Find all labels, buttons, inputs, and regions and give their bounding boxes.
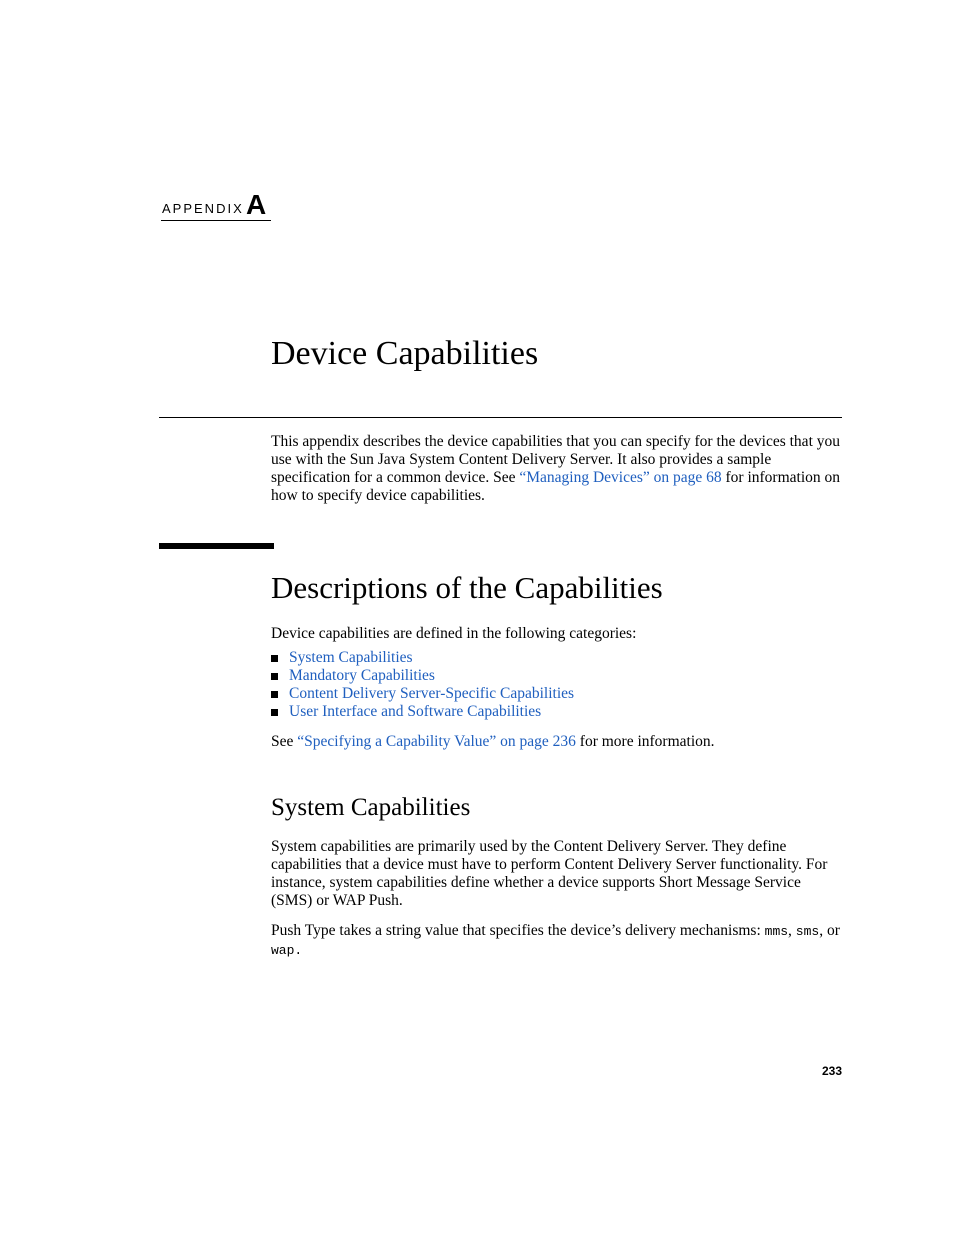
appendix-label (161, 190, 271, 221)
push-value-mms: mms (764, 924, 789, 939)
chapter-title: Device Capabilities (271, 335, 539, 372)
cds-specific-capabilities-link[interactable]: Content Delivery Server-Specific Capabilities (289, 685, 575, 702)
section-bar (159, 543, 274, 549)
subsection-title: System Capabilities (271, 794, 471, 821)
push-value-sms: sms (795, 924, 820, 939)
ui-software-capabilities-link[interactable]: User Interface and Software Capabilities (289, 703, 542, 720)
list-item (271, 703, 574, 721)
intro-text-after: for information on how to specify device capabilities. (271, 469, 841, 504)
bullet-square-icon (271, 691, 278, 698)
section-title: Descriptions of the Capabilities (271, 570, 663, 605)
intro-text-before: This appendix describes the device capabilities that you can specify for the devices that you use with the Sun Java System Content Delivery Server. It also provides a sample specification for a common device. See (271, 433, 840, 486)
see-before: See (271, 733, 298, 750)
system-capabilities-link[interactable]: System Capabilities (289, 649, 413, 666)
system-capabilities-paragraph: System capabilities are primarily used by the Content Delivery Server. They define capabilities that a device must have to perform Content Delivery Server functionality. For instance, system capabilities define whether a device supports Short Message Service (SMS) or WAP Push. (271, 838, 828, 909)
intro-paragraph (271, 433, 843, 505)
list-item (271, 649, 574, 667)
bullet-square-icon (271, 655, 278, 662)
push-type-paragraph (271, 922, 843, 960)
mandatory-capabilities-link[interactable]: Mandatory Capabilities (289, 667, 435, 684)
appendix-letter: A (246, 189, 267, 220)
see-after: for more information. (575, 733, 715, 750)
see-more-line (271, 733, 715, 751)
push-separator: , or (819, 922, 840, 939)
title-divider (159, 417, 842, 418)
appendix-word: APPENDIX (162, 201, 244, 216)
list-item (271, 667, 574, 685)
bullet-square-icon (271, 709, 278, 716)
managing-devices-link[interactable]: “Managing Devices” on page 68 (519, 469, 722, 486)
categories-intro: Device capabilities are defined in the following categories: (271, 625, 637, 642)
push-text: Push Type takes a string value that specifies the device’s delivery mechanisms: (271, 922, 765, 939)
list-item (271, 685, 574, 703)
categories-list (271, 649, 574, 721)
push-separator: , (788, 922, 796, 939)
push-value-wap: wap. (271, 943, 303, 958)
bullet-square-icon (271, 673, 278, 680)
specifying-capability-link[interactable]: “Specifying a Capability Value” on page 236 (297, 733, 576, 750)
page-number: 233 (821, 1064, 842, 1078)
